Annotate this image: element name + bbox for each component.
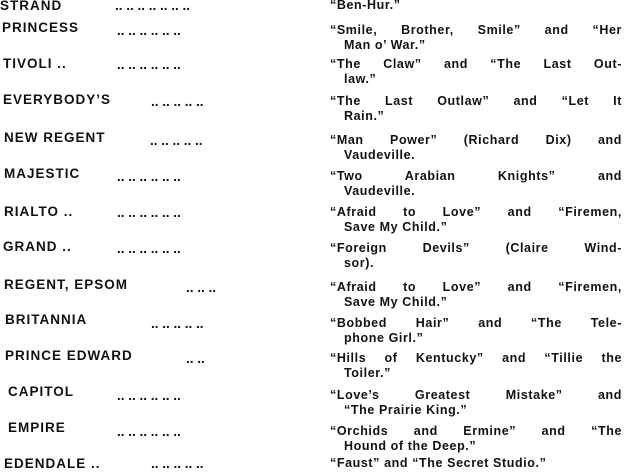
theatre-name: NEW REGENT <box>4 130 106 145</box>
film-bill <box>330 351 622 381</box>
film-bill <box>330 241 622 271</box>
film-line: Toiler.” <box>344 366 391 380</box>
film-line: law.” <box>344 72 377 86</box>
dot-leader: .. .. .. .. .. .. <box>117 57 181 72</box>
dot-leader: .. .. .. .. .. <box>151 316 204 331</box>
film-line: “Faust” and “The Secret Studio.” <box>330 456 547 470</box>
film-line: “Afraid to Love” and “Firemen, <box>330 205 622 219</box>
film-line: “The Last Outlaw” and “Let It <box>330 94 622 108</box>
film-line: sor). <box>344 256 375 270</box>
dot-leader: .. .. .. .. .. .. <box>117 169 181 184</box>
theatre-name: EVERYBODY’S <box>3 92 112 107</box>
dot-leader: .. .. .. .. .. <box>150 133 203 148</box>
dot-leader: .. .. .. .. .. .. <box>117 205 181 220</box>
film-bill <box>330 94 622 124</box>
dot-leader: .. .. .. .. .. .. <box>117 388 181 403</box>
theatre-name: TIVOLI .. <box>3 56 67 71</box>
theatre-name: EDENDALE .. <box>4 456 101 471</box>
film-line: phone Girl.” <box>344 331 424 345</box>
theatre-name: RIALTO .. <box>4 204 74 219</box>
dot-leader: .. .. .. .. .. <box>151 456 204 471</box>
dot-leader: .. .. <box>186 351 205 366</box>
film-line: “The Prairie King.” <box>344 403 468 417</box>
film-line: “Two Arabian Knights” and <box>330 169 622 183</box>
film-bill <box>330 280 622 310</box>
theatre-name: MAJESTIC <box>4 166 81 181</box>
film-bill <box>330 0 622 13</box>
film-bill <box>330 424 622 454</box>
theatre-name: REGENT, EPSOM <box>4 277 129 292</box>
film-line: “Afraid to Love” and “Firemen, <box>330 280 622 294</box>
film-line: “Man Power” (Richard Dix) and <box>330 133 622 147</box>
film-line: “Hills of Kentucky” and “Tillie the <box>330 351 622 365</box>
film-line: “The Claw” and “The Last Out- <box>330 57 622 71</box>
dot-leader: .. .. .. <box>186 280 217 295</box>
film-line: Vaudeville. <box>344 184 416 198</box>
theatre-name: CAPITOL <box>8 384 75 399</box>
film-line: Save My Child.” <box>344 295 448 309</box>
film-line: Save My Child.” <box>344 220 448 234</box>
film-bill <box>330 388 622 418</box>
dot-leader: .. .. .. .. .. .. .. <box>115 0 191 13</box>
film-line: “Orchids and Ermine” and “The <box>330 424 622 438</box>
film-line: “Foreign Devils” (Claire Wind- <box>330 241 622 255</box>
theatre-name: GRAND .. <box>3 239 72 254</box>
film-bill <box>330 316 622 346</box>
film-line: Man o’ War.” <box>344 38 426 52</box>
theatre-name: BRITANNIA <box>5 312 88 327</box>
film-bill <box>330 57 622 87</box>
film-line: “Bobbed Hair” and “The Tele- <box>330 316 622 330</box>
film-bill <box>330 23 622 53</box>
film-line: Rain.” <box>344 109 385 123</box>
dot-leader: .. .. .. .. .. <box>151 94 204 109</box>
film-line: “Ben-Hur.” <box>330 0 401 12</box>
theatre-name: EMPIRE <box>8 420 66 435</box>
theatre-name: PRINCE EDWARD <box>5 348 133 363</box>
film-line: Hound of the Deep.” <box>344 439 477 453</box>
theatre-name: PRINCESS <box>2 20 80 35</box>
dot-leader: .. .. .. .. .. .. <box>117 23 181 38</box>
film-line: “Love’s Greatest Mistake” and <box>330 388 622 402</box>
dot-leader: .. .. .. .. .. .. <box>117 424 181 439</box>
film-line: Vaudeville. <box>344 148 416 162</box>
theatre-name: STRAND <box>0 0 63 13</box>
film-bill <box>330 456 622 471</box>
film-line: “Smile, Brother, Smile” and “Her <box>330 23 622 37</box>
film-bill <box>330 169 622 199</box>
film-bill <box>330 133 622 163</box>
dot-leader: .. .. .. .. .. .. <box>117 241 181 256</box>
film-bill <box>330 205 622 235</box>
